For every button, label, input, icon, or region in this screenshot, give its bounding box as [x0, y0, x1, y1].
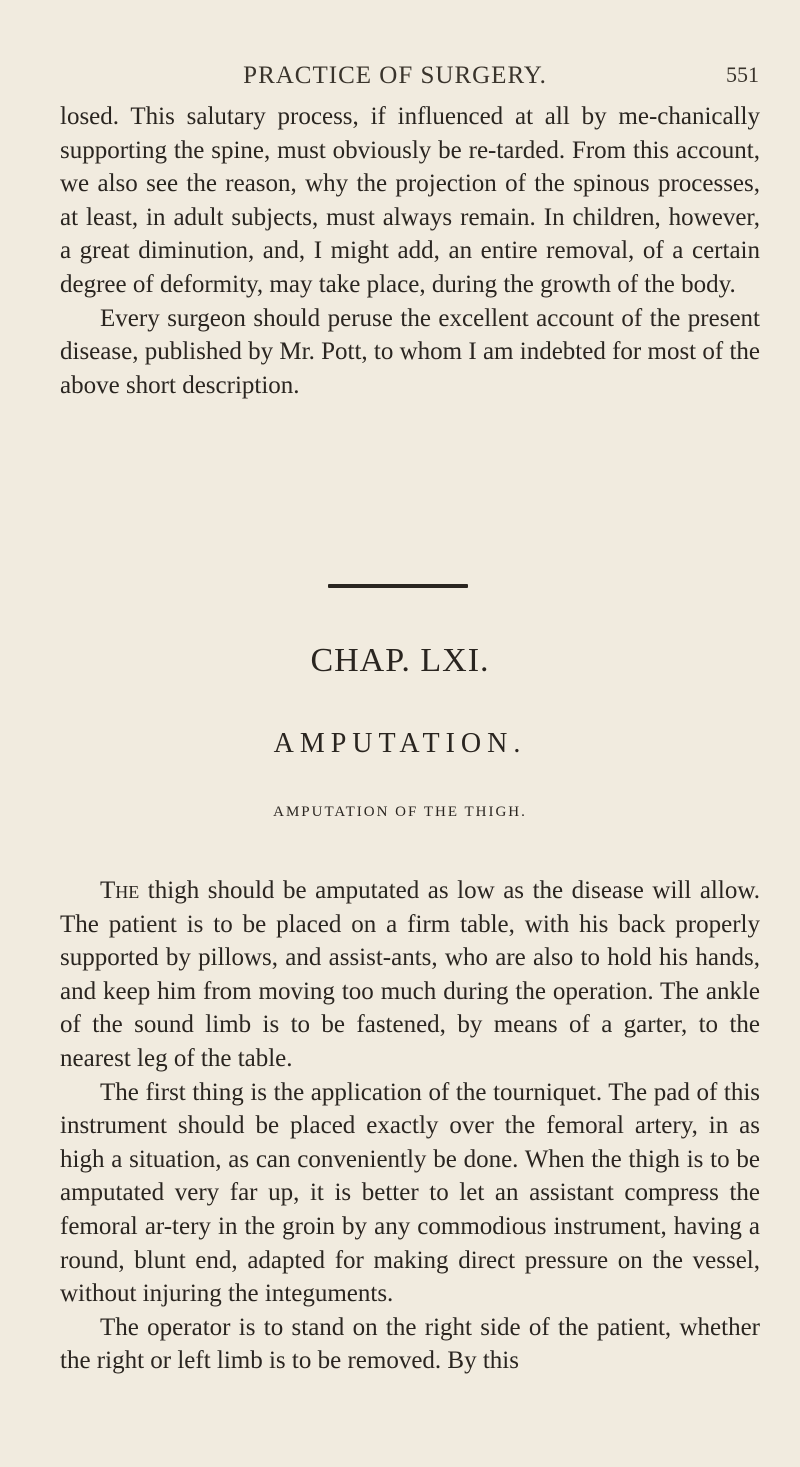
chapter-divider-rule: [328, 584, 468, 588]
text-block-bottom: [60, 874, 760, 1378]
paragraph-spine-process: losed. This salutary process, if influenced at all by me-chanically supporting the spine, must obviously be re-tarded. From this account, we also see the reason, why the projection of the spinous processes, at least, in adult subjects, must always remain. In children, however, a great diminution, and, I might add, an entire removal, of a certain degree of deformity, may take place, during the growth of the body.: [60, 103, 760, 298]
paragraph-thigh-position-text: thigh should be amputated as low as the disease will allow. The patient is to be placed on a firm table, with his back properly supported by pillows, and assist-ants, who are also to hold his hands, and keep him from moving too much during the operation. The ankle of the sound limb is to be fastened, by means of a garter, to the nearest leg of the table.: [60, 877, 760, 1072]
paragraph-lead-word: The: [100, 877, 140, 904]
paragraph-tourniquet: The first thing is the application of the tourniquet. The pad of this instrument should be placed exactly over the femoral artery, in as high a situation, as can conveniently be done. When the thigh is to be amputated very far up, it is better to let an assistant compress the femoral ar-tery in the groin by any commodious instrument, having a round, blunt end, adapted for making direct pressure on the vessel, without injuring the integuments.: [60, 1078, 760, 1308]
chapter-title: CHAP. LXI.: [310, 642, 490, 679]
section-title: AMPUTATION.: [273, 728, 527, 759]
page-number: 551: [726, 62, 759, 87]
paragraph-thigh-position: [60, 874, 760, 1076]
paragraph-operator-position: The operator is to stand on the right side of the patient, whether the right or left limb is to be removed. By this: [60, 1313, 760, 1375]
text-block-top: [60, 100, 760, 402]
running-head: PRACTICE OF SURGERY.: [243, 62, 547, 89]
paragraph-pott-reference: Every surgeon should peruse the excellent account of the present disease, published by Mr. Pott, to whom I am indebted for most of the above short description.: [60, 304, 760, 399]
subsection-title: AMPUTATION OF THE THIGH.: [273, 804, 527, 820]
